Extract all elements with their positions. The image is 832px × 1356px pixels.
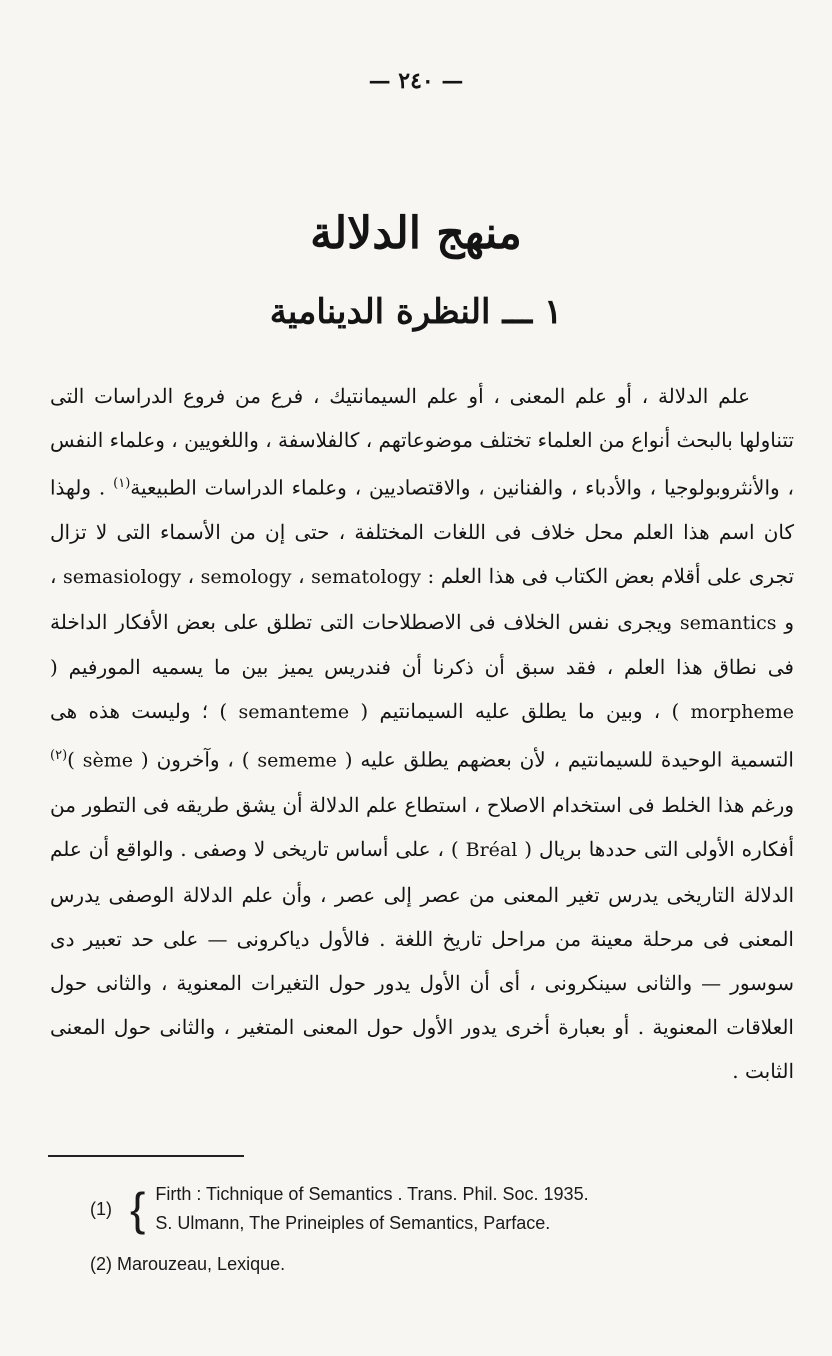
conjunction: و: [776, 609, 794, 634]
term-semasiology: semasiology: [63, 566, 182, 589]
footnote-divider: [48, 1155, 244, 1157]
separator: ،: [50, 564, 64, 589]
footnote-line: S. Ulmann, The Prineiples of Semantics, Parface.: [155, 1213, 551, 1233]
term-seme: sème: [82, 749, 134, 772]
term-morpheme: morpheme: [690, 701, 794, 724]
footnote-ref-2: (٢): [50, 748, 68, 764]
text-run: ) ، وبين ما يطلق عليه السيمانتيم (: [349, 699, 691, 724]
term-sematology: sematology: [311, 566, 421, 589]
footnote-2: (2) Marouzeau, Lexique.: [90, 1254, 286, 1274]
footnote-lines: [155, 1180, 588, 1238]
term-sememe: sememe: [257, 749, 337, 772]
text-run: ) ، وآخرون (: [133, 747, 258, 772]
footnote-number: (1): [90, 1198, 112, 1219]
paragraph: [50, 374, 794, 1094]
chapter-title: منهج الدلالة: [310, 208, 522, 259]
footnotes: [90, 1178, 730, 1279]
brace-icon: {: [130, 1183, 146, 1235]
footnote-1: [90, 1178, 730, 1240]
text-run: ) ، على أساس تاريخى لا وصفى . والواقع أن علم الدلالة التاريخى يدرس تغير المعنى من عصر إلى عصر ، وأن علم الدلالة الوصفى يدرس المعنى فى مرحلة معينة من مراحل تاريخ اللغة . فالأول دياكرونى — على حد تعبير دى سوسور — والثانى سينكرونى ، أى أن الأول يدور حول التغيرات المعنوية ، والثانى حول العلاقات المعنوية . أو بعبارة أخرى يدور الأول حول المعنى المتغير ، والثانى حول المعنى الثابت .: [50, 837, 794, 1084]
text-run: ): [67, 747, 83, 772]
text-run: ويجرى نفس الخلاف فى الاصطلاحات التى تطلق على بعض الأفكار الداخلة فى نطاق هذا العلم ، فقد سبق أن ذكرنا أن فندريس يميز بين ما يسميه المورفيم (: [50, 609, 794, 679]
footnote-ref-1: (١): [113, 476, 131, 492]
term-semology: semology: [200, 566, 292, 589]
body-text: [50, 374, 794, 1094]
text-run: . ولهذا كان اسم هذا العلم محل خلاف فى اللغات المختلفة ، حتى إن من الأسماء التى لا تزال تجرى على أقلام بعض الكتاب فى هذا العلم :: [50, 476, 795, 589]
term-semanteme: semanteme: [238, 701, 350, 724]
text-run: ورغم هذا الخلط فى استخدام الاصلاح ، استطاع علم الدلالة أن يشق طريقه فى التطور من أفكاره الأولى التى حددها بريال (: [50, 793, 795, 862]
section-title: ١ ـــ النظرة الدينامية: [269, 292, 563, 332]
separator: ،: [181, 564, 201, 589]
text-run: ) ؛ وليست هذه هى التسمية الوحيدة للسيمانتيم ، لأن بعضهم يطلق عليه (: [50, 699, 794, 772]
text-run: علم الدلالة ، أو علم المعنى ، أو علم السيمانتيك ، فرع من فروع الدراسات التى تتناولها بالبحث أنواع من العلماء تختلف موضوعاتهم ، كالفلاسفة ، واللغويين ، وعلماء النفس ، والأنثروبولوجيا ، والأدباء ، والفنانين ، والاقتصاديين ، وعلماء الدراسات الطبيعية: [50, 384, 794, 501]
page-number: — ٢٤٠ —: [368, 68, 464, 94]
footnote-line: Firth : Tichnique of Semantics . Trans. Phil. Soc. 1935.: [155, 1184, 589, 1204]
separator: ،: [291, 564, 312, 589]
term-semantics: semantics: [679, 611, 777, 634]
term-breal: Bréal: [465, 839, 518, 862]
